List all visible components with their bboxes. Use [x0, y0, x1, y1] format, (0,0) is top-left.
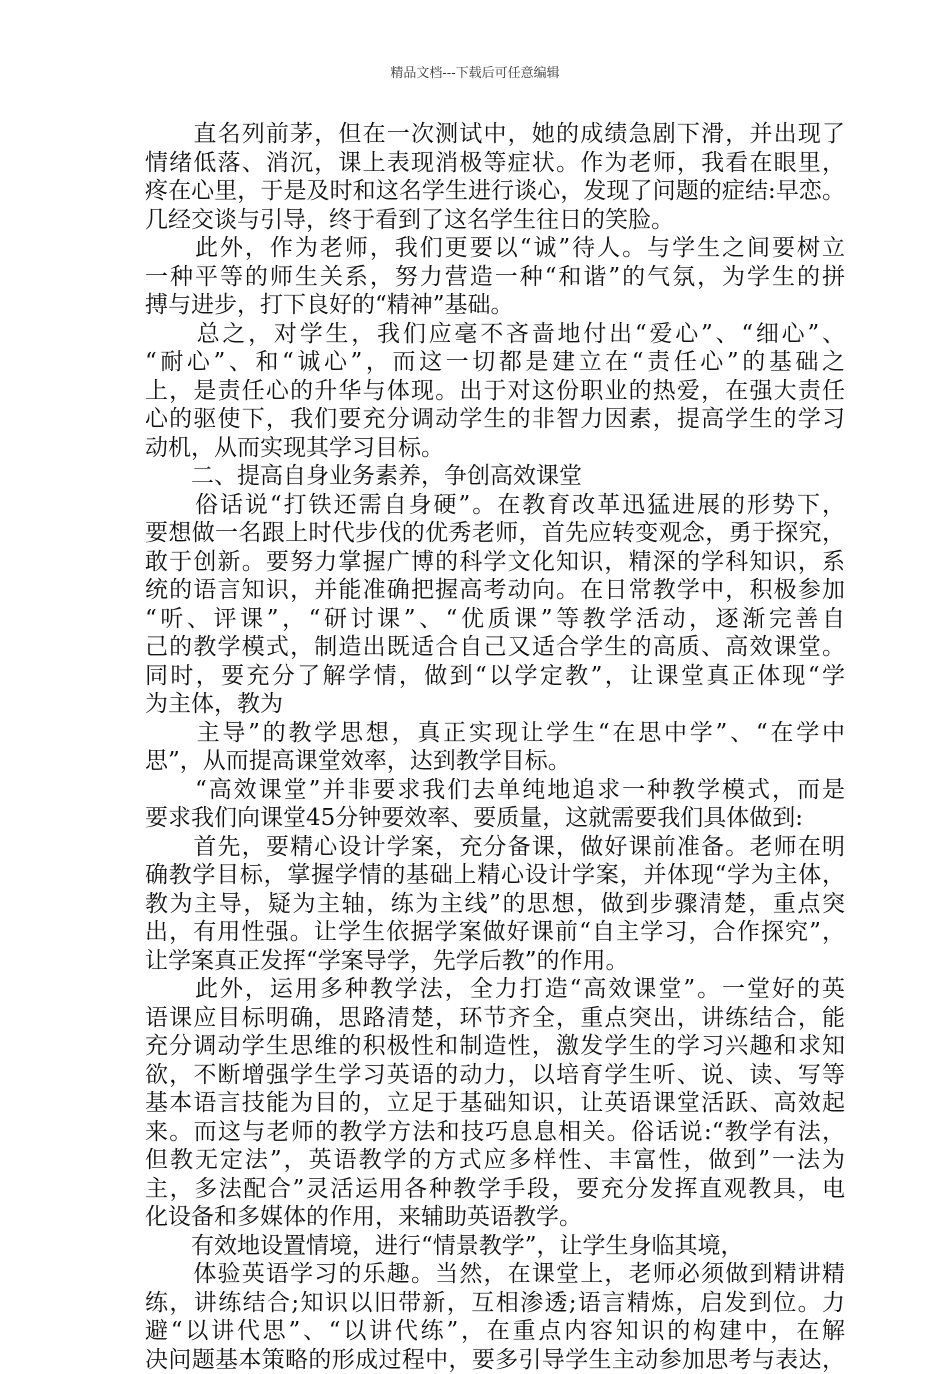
- text-line: 确教学目标，掌握学情的基础上精心设计学案，并体现“学为主体，: [145, 861, 845, 890]
- text-line: 但教无定法”，英语教学的方式应多样性、丰富性，做到”一法为: [145, 1146, 845, 1175]
- text-line: 充分调动学生思维的积极性和制造性，激发学生的学习兴趣和求知: [145, 1032, 845, 1061]
- text-line: 有效地设置情境，进行“情景教学”，让学生身临其境，: [145, 1232, 845, 1261]
- text-line: 出，有用性强。让学生依据学案做好课前“自主学习，合作探究”，: [145, 918, 845, 947]
- text-line: 欲，不断增强学生学习英语的动力，以培育学生听、说、读、写等: [145, 1061, 845, 1090]
- text-line: 二、提高自身业务素养，争创高效课堂: [145, 462, 845, 491]
- text-line: 要想做一名跟上时代步伐的优秀老师，首先应转变观念，勇于探究，: [145, 519, 845, 548]
- text-line: 主，多法配合”灵活运用各种教学手段，要充分发挥直观教具，电: [145, 1175, 845, 1204]
- text-line: 心的驱使下，我们要充分调动学生的非智力因素，提高学生的学习: [145, 405, 845, 434]
- text-line: 情绪低落、消沉，课上表现消极等症状。作为老师，我看在眼里，: [145, 149, 845, 178]
- text-line: 己的教学模式，制造出既适合自己又适合学生的高质、高效课堂。: [145, 633, 845, 662]
- text-line: 动机，从而实现其学习目标。: [145, 434, 845, 463]
- text-line: 基本语言技能为目的，立足于基础知识，让英语课堂活跃、高效起: [145, 1089, 845, 1118]
- text-line: 首先，要精心设计学案，充分备课，做好课前准备。老师在明: [145, 833, 845, 862]
- text-line: 来。而这与老师的教学方法和技巧息息相关。俗话说:“教学有法，: [145, 1118, 845, 1147]
- body-text: [145, 120, 845, 1374]
- text-line: 练，讲练结合;知识以旧带新，互相渗透;语言精炼，启发到位。力: [145, 1289, 845, 1318]
- text-line: 决问题基本策略的形成过程中，要多引导学生主动参加思考与表达，: [145, 1346, 845, 1374]
- text-line: 敢于创新。要努力掌握广博的科学文化知识，精深的学科知识，系: [145, 548, 845, 577]
- text-line: 统的语言知识，并能准确把握高考动向。在日常教学中，积极参加: [145, 576, 845, 605]
- text-line: 直名列前茅，但在一次测试中，她的成绩急剧下滑，并出现了: [145, 120, 845, 149]
- text-line: 上，是责任心的升华与体现。出于对这份职业的热爱，在强大责任: [145, 377, 845, 406]
- text-line: 几经交谈与引导，终于看到了这名学生往日的笑脸。: [145, 206, 845, 235]
- text-line: 疼在心里，于是及时和这名学生进行谈心，发现了问题的症结:早恋。: [145, 177, 845, 206]
- text-line: 俗话说“打铁还需自身硬”。在教育改革迅猛进展的形势下，: [145, 491, 845, 520]
- page-header: 精品文档---下载后可任意编辑: [0, 62, 950, 81]
- text-line: 同时，要充分了解学情，做到“以学定教”，让课堂真正体现“学: [145, 662, 845, 691]
- text-line: “听、评课”，“研讨课”、“优质课”等教学活动，逐渐完善自: [145, 605, 845, 634]
- text-line: 化设备和多媒体的作用，来辅助英语教学。: [145, 1203, 845, 1232]
- text-line: 一种平等的师生关系，努力营造一种“和谐”的气氛，为学生的拼: [145, 263, 845, 292]
- text-line: “耐心”、和“诚心”，而这一切都是建立在“责任心”的基础之: [145, 348, 845, 377]
- text-line: 让学案真正发挥“学案导学，先学后教”的作用。: [145, 947, 845, 976]
- text-line: 此外，作为老师，我们更要以“诚”待人。与学生之间要树立: [145, 234, 845, 263]
- text-line: 语课应目标明确，思路清楚，环节齐全，重点突出，讲练结合，能: [145, 1004, 845, 1033]
- text-line: 要求我们向课堂45分钟要效率、要质量，这就需要我们具体做到:: [145, 804, 845, 833]
- text-line: 此外，运用多种教学法，全力打造“高效课堂”。一堂好的英: [145, 975, 845, 1004]
- text-line: 思”，从而提高课堂效率，达到教学目标。: [145, 747, 845, 776]
- text-line: 搏与进步，打下良好的“精神”基础。: [145, 291, 845, 320]
- text-line: “高效课堂”并非要求我们去单纯地追求一种教学模式，而是: [145, 776, 845, 805]
- text-line: 教为主导，疑为主轴，练为主线”的思想，做到步骤清楚，重点突: [145, 890, 845, 919]
- text-line: 避“以讲代思”、“以讲代练”，在重点内容知识的构建中，在解: [145, 1317, 845, 1346]
- text-line: 总之，对学生，我们应毫不吝啬地付出“爱心”、“细心”、: [145, 320, 845, 349]
- text-line: 体验英语学习的乐趣。当然，在课堂上，老师必须做到精讲精: [145, 1260, 845, 1289]
- text-line: 主导”的教学思想，真正实现让学生“在思中学”、“在学中: [145, 719, 845, 748]
- text-line: 为主体，教为: [145, 690, 845, 719]
